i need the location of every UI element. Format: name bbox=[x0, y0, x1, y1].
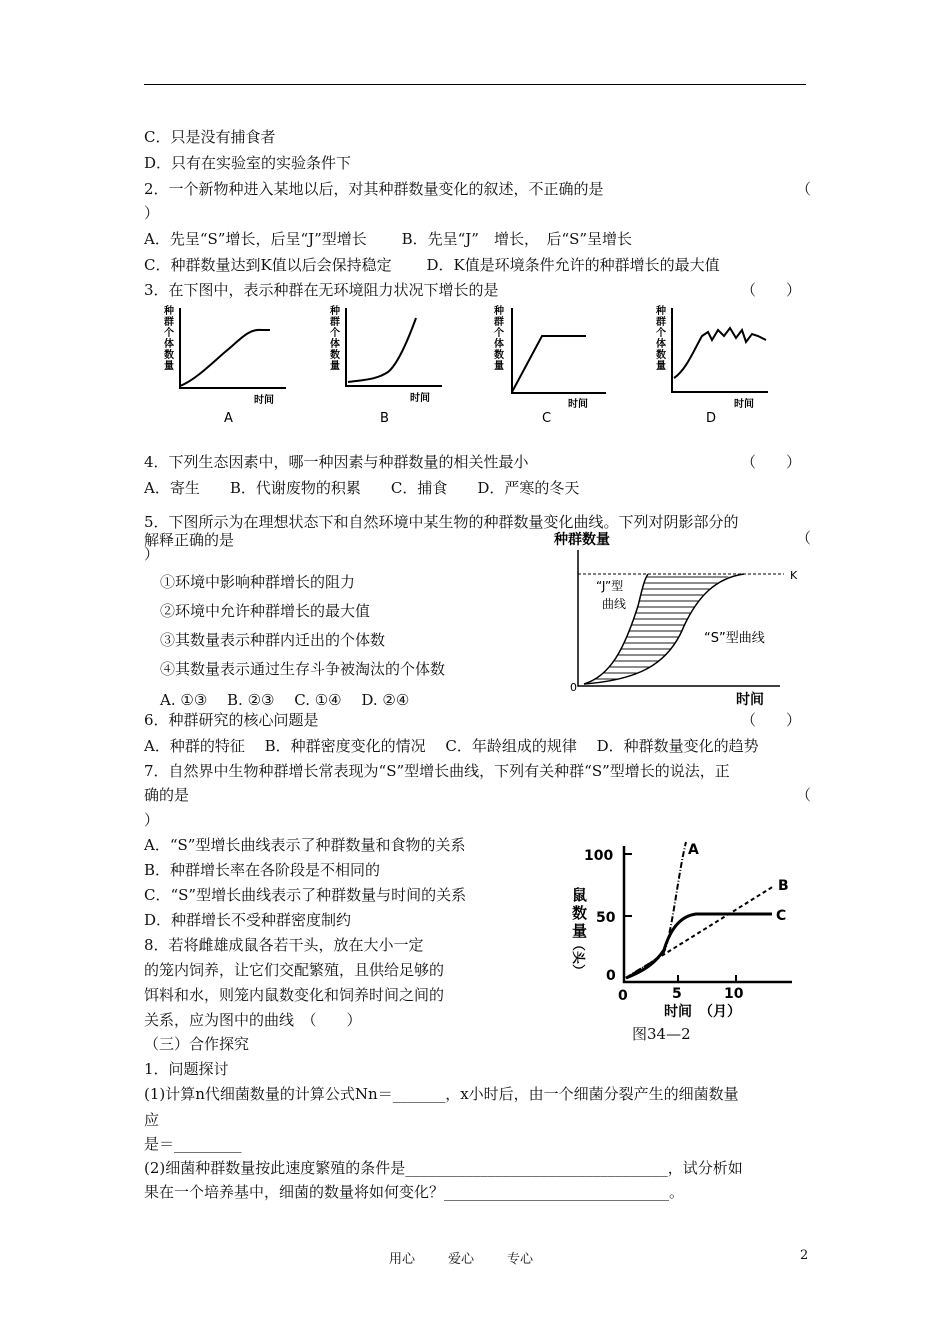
x-tick: 10 bbox=[724, 986, 744, 1002]
y-label-unit: （头） bbox=[570, 938, 585, 978]
curve-c bbox=[626, 914, 772, 978]
question-7: 7．自然界中生物种群增长常表现为“S”型增长曲线，下列有关种群“S”型增长的说法，正 bbox=[144, 762, 730, 780]
panel-d bbox=[655, 304, 768, 426]
question-7-cont: 确的是 bbox=[144, 786, 190, 804]
option-line: C．只是没有捕食者 bbox=[144, 128, 276, 146]
problem-1: (1)计算n代细菌数量的计算公式Nn＝_______，x小时后，由一个细菌分裂产生的细菌数量 bbox=[144, 1085, 739, 1103]
page-number: 2 bbox=[800, 1248, 809, 1263]
answer-paren: （ bbox=[796, 529, 812, 547]
curve-label-b: B bbox=[778, 878, 789, 894]
option-line: D．种群增长不受种群密度制约 bbox=[144, 911, 352, 929]
footer-text: 用心 bbox=[389, 1252, 416, 1267]
answer-paren: （ ） bbox=[741, 453, 802, 471]
y-tick: 100 bbox=[584, 848, 614, 864]
answer-paren: ） bbox=[144, 204, 160, 222]
option-line: A．“S”型增长曲线表示了种群数量和食物的关系 bbox=[144, 836, 466, 854]
panel-b bbox=[329, 304, 442, 426]
y-label: 种群数量 bbox=[554, 532, 610, 548]
y-label: 数 bbox=[572, 904, 588, 922]
section-heading: （三）合作探究 bbox=[144, 1035, 250, 1053]
question-6: 6．种群研究的核心问题是 bbox=[144, 711, 319, 729]
x-label: 时间 bbox=[410, 393, 430, 404]
x-tick: 0 bbox=[618, 988, 628, 1004]
x-label: 时间 bbox=[734, 399, 754, 410]
curve-label-a: A bbox=[688, 842, 699, 858]
footer-text: 专心 bbox=[507, 1252, 534, 1267]
answer-paren: （ bbox=[796, 786, 812, 804]
answer-paren: （ ） bbox=[741, 281, 802, 299]
answer-paren: （ bbox=[796, 180, 812, 198]
answer-paren: ） bbox=[144, 545, 160, 563]
panel-c bbox=[493, 304, 606, 426]
figure-q5-j-s-curves bbox=[548, 526, 810, 710]
option-line: ②环境中允许种群增长的最大值 bbox=[160, 602, 371, 620]
option-line: A．种群的特征 B．种群密度变化的情况 C．年龄组成的规律 D．种群数量变化的趋势 bbox=[144, 737, 759, 755]
curve-b bbox=[348, 318, 416, 382]
s-curve-label: “S”型曲线 bbox=[704, 631, 765, 646]
panel-label-c: C bbox=[542, 411, 552, 426]
footer-text: 爱心 bbox=[448, 1252, 475, 1267]
curve-a bbox=[626, 842, 686, 978]
question-8-cont: 关系，应为图中的曲线 （ ） bbox=[144, 1011, 362, 1029]
curve-d bbox=[674, 328, 766, 378]
option-line: ④其数量表示通过生存斗争被淘汰的个体数 bbox=[160, 660, 446, 678]
j-curve-label: “J”型 bbox=[596, 579, 624, 593]
question-8-cont: 的笼内饲养，让它们交配繁殖，且供给足够的 bbox=[144, 961, 445, 979]
question-8-cont: 饵料和水，则笼内鼠数变化和饲养时间之间的 bbox=[144, 986, 445, 1004]
subsection-heading: 1．问题探讨 bbox=[144, 1060, 229, 1078]
origin-label: 0 bbox=[570, 681, 577, 694]
problem-1-cont: 应 bbox=[144, 1111, 160, 1129]
panel-a bbox=[163, 304, 286, 426]
question-2: 2．一个新物种进入某地以后，对其种群数量变化的叙述，不正确的是 bbox=[144, 180, 604, 198]
answer-paren: ） bbox=[144, 811, 160, 829]
answer-paren: （ ） bbox=[741, 711, 802, 729]
x-label: 时间 bbox=[254, 395, 274, 406]
question-5: 5．下图所示为在理想状态下和自然环境中某生物的种群数量变化曲线。下列对阴影部分的 bbox=[144, 513, 739, 531]
x-tick: 5 bbox=[672, 986, 682, 1002]
option-line: ③其数量表示种群内迁出的个体数 bbox=[160, 631, 386, 649]
question-4: 4．下列生态因素中，哪一种因素与种群数量的相关性最小 bbox=[144, 453, 529, 471]
curve-label-c: C bbox=[776, 908, 787, 924]
problem-2-cont: 果在一个培养基中，细菌的数量将如何变化？______________________________。 bbox=[144, 1183, 685, 1201]
panel-label-d: D bbox=[706, 411, 717, 426]
curve-c bbox=[512, 336, 586, 392]
problem-1-cont: 是＝_________ bbox=[144, 1135, 242, 1153]
y-tick: 50 bbox=[596, 910, 616, 926]
option-line: A. ①③ B. ②③ C. ①④ D. ②④ bbox=[160, 691, 410, 709]
problem-2: (2)细菌种群数量按此速度繁殖的条件是___________________________________，试分析如 bbox=[144, 1159, 743, 1177]
option-line: C．“S”型增长曲线表示了种群数量与时间的关系 bbox=[144, 886, 467, 904]
y-label: 种群个体数量 bbox=[494, 306, 504, 372]
question-5-cont: 解释正确的是 bbox=[144, 531, 235, 549]
y-label: 鼠 bbox=[572, 886, 588, 904]
k-label: K bbox=[790, 569, 798, 582]
panel-label-a: A bbox=[224, 411, 233, 426]
j-curve-label: 曲线 bbox=[602, 597, 627, 611]
y-label: 种群个体数量 bbox=[656, 306, 666, 372]
y-tick: 0 bbox=[606, 968, 616, 984]
option-line: A．先呈“S”增长，后呈“J”型增长 B．先呈“J” 增长， 后“S”呈增长 bbox=[144, 230, 633, 248]
figure-q3-growth-curves bbox=[140, 300, 800, 440]
y-label: 种群个体数量 bbox=[164, 306, 174, 372]
question-3: 3．在下图中，表示种群在无环境阻力状况下增长的是 bbox=[144, 281, 499, 299]
option-line: A．寄生 B．代谢废物的积累 C．捕食 D．严寒的冬天 bbox=[144, 479, 580, 497]
y-label: 量 bbox=[572, 922, 588, 940]
figure-q8-rat-curves bbox=[560, 834, 810, 1020]
curve-a bbox=[180, 330, 270, 386]
x-label: 时间 bbox=[568, 399, 588, 410]
x-label: 时间 bbox=[736, 692, 764, 708]
figure-caption: 图34—2 bbox=[632, 1025, 691, 1043]
option-line: B．种群增长率在各阶段是不相同的 bbox=[144, 861, 381, 879]
y-label: 种群个体数量 bbox=[330, 306, 340, 372]
x-label: 时间 （月） bbox=[664, 1004, 741, 1020]
panel-label-b: B bbox=[380, 411, 389, 426]
question-8: 8．若将雌雄成鼠各若干头，放在大小一定 bbox=[144, 936, 424, 954]
option-line: D．只有在实验室的实验条件下 bbox=[144, 154, 352, 172]
option-line: C．种群数量达到K值以后会保持稳定 D．K值是环境条件允许的种群增长的最大值 bbox=[144, 256, 720, 274]
header-rule bbox=[144, 84, 806, 85]
option-line: ①环境中影响种群增长的阻力 bbox=[160, 573, 356, 591]
